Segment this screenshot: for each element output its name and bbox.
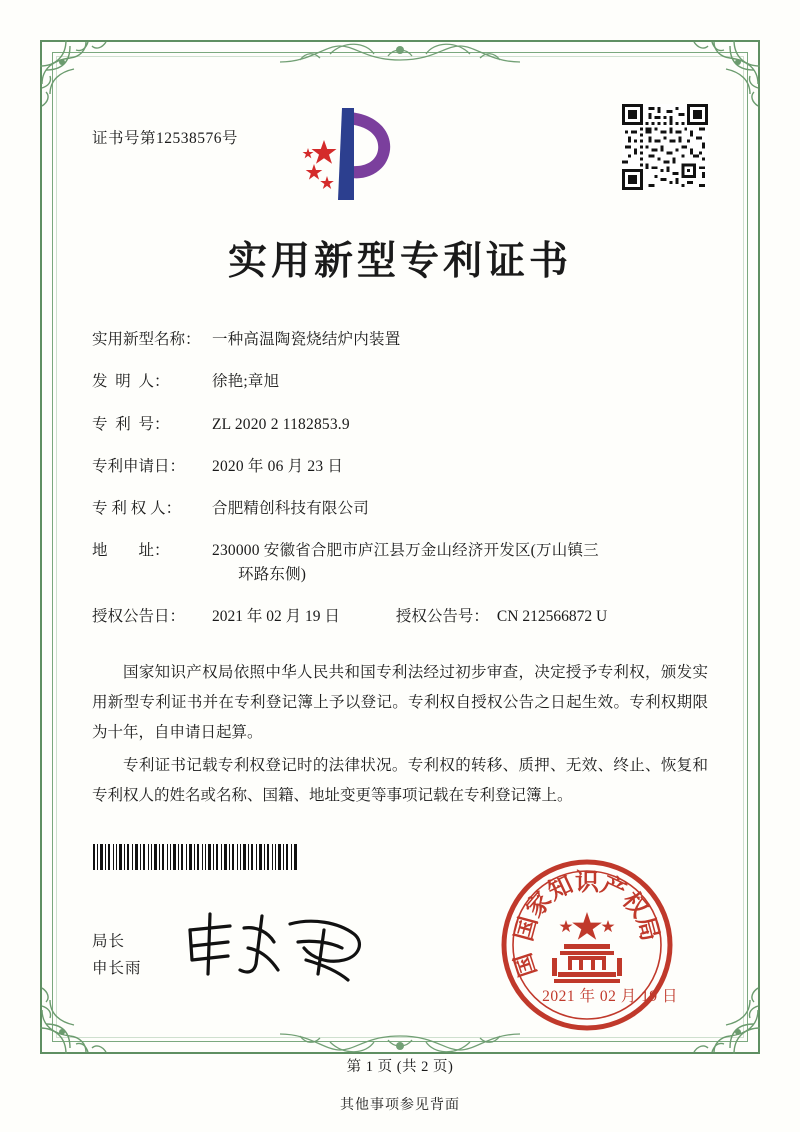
seal-date: 2021 年 02 月 19 日 — [542, 988, 678, 1005]
svg-text:国: 国 — [510, 950, 542, 980]
field-label: 授权公告日： — [92, 607, 186, 625]
page-title: 实用新型专利证书 — [227, 240, 572, 283]
cnipa-logo-icon — [290, 104, 410, 208]
svg-text:知: 知 — [544, 871, 578, 906]
director-label: 局长 — [92, 933, 126, 950]
footnote: 其他事项参见背面 — [340, 1098, 460, 1113]
top-edge-ornament-icon — [270, 30, 530, 70]
field-value: 2021 年 02 月 19 日 — [212, 607, 340, 625]
svg-text:权: 权 — [616, 887, 653, 923]
field-label: 实用新型名称： — [92, 331, 201, 348]
legal-paragraph-2: 专利证书记载专利权登记时的法律状况。专利权的转移、质押、无效、终止、恢复和专利权人的姓名或名称、国籍、地址变更等事项记载在专利登记簿上。 — [92, 756, 708, 804]
certificate-content — [92, 104, 708, 813]
svg-text:家: 家 — [521, 887, 558, 923]
field-label: 授权公告号： — [395, 607, 489, 625]
field-row-inventor — [92, 370, 708, 393]
field-label: 专 利 权 人： — [92, 500, 182, 517]
field-row-grant-announcement — [92, 605, 708, 628]
svg-text:识: 识 — [575, 870, 599, 896]
director-block — [92, 904, 142, 982]
field-label: 专 利 号： — [92, 415, 170, 433]
barcode — [92, 844, 300, 870]
field-label: 发 明 人： — [92, 373, 170, 391]
grant-number-pair — [396, 605, 607, 628]
legal-text — [92, 658, 708, 811]
qr-code — [622, 104, 708, 190]
field-row-patent-number — [92, 413, 708, 436]
address-line-1: 230000 安徽省合肥市庐江县万金山经济开发区(万山镇三 — [212, 542, 599, 560]
field-row-utility-model-name — [92, 328, 708, 351]
handwritten-signature — [178, 904, 368, 988]
field-value: 2020 年 06 月 23 日 — [212, 457, 344, 475]
field-value: ZL 2020 2 1182853.9 — [212, 415, 350, 433]
header-row — [92, 104, 708, 208]
field-row-patentee — [92, 497, 708, 520]
field-value: CN 212566872 U — [496, 607, 608, 625]
field-row-application-date — [92, 455, 708, 478]
field-value: 一种高温陶瓷烧结炉内装置 — [212, 331, 401, 348]
field-list — [92, 328, 708, 628]
signature-block — [92, 844, 708, 1005]
field-value: 徐艳;章旭 — [212, 373, 280, 391]
svg-text:国: 国 — [511, 913, 543, 944]
director-name: 申长雨 — [92, 960, 142, 978]
field-label: 专利申请日： — [92, 457, 186, 475]
field-value-multiline — [212, 539, 708, 586]
certificate-number: 证书号第12538576号 — [92, 130, 239, 147]
field-label: 地 址： — [92, 542, 170, 560]
svg-text:局: 局 — [631, 913, 663, 944]
field-value: 合肥精创科技有限公司 — [212, 500, 370, 517]
legal-paragraph-1: 国家知识产权局依照中华人民共和国专利法经过初步审查，决定授予专利权，颁发实用新型专利证书并在专利登记簿上予以登记。专利权自授权公告之日起生效。专利权期限为十年，自申请日起算。 — [92, 664, 708, 742]
address-line-2: 环路东侧) — [238, 565, 307, 583]
field-row-address — [92, 539, 708, 586]
svg-text:产: 产 — [596, 871, 630, 906]
page-indicator: 第 1 页 (共 2 页) — [346, 1059, 454, 1075]
